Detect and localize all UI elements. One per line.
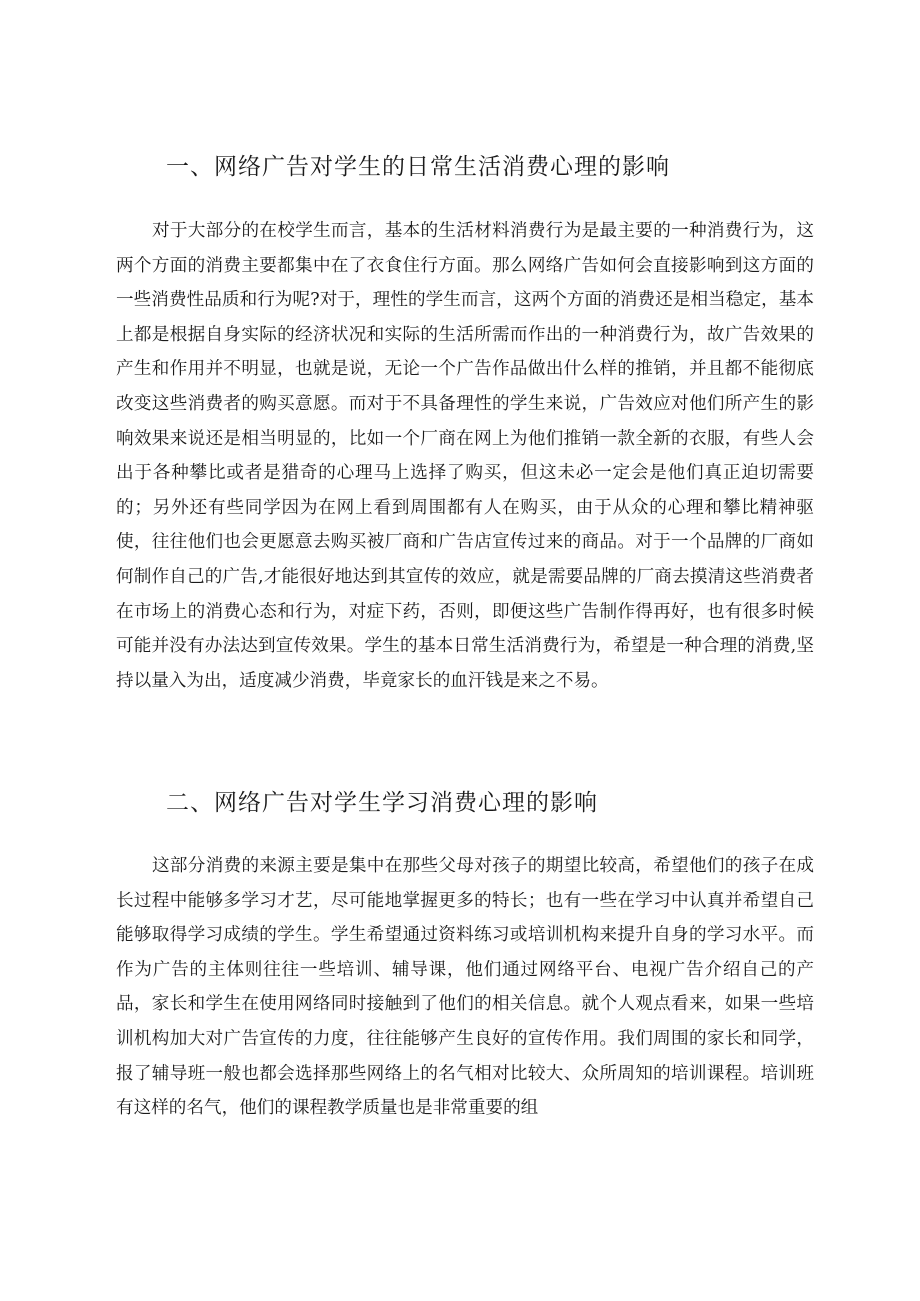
section-2-heading: 二、网络广告对学生学习消费心理的影响: [166, 790, 598, 816]
section-1-paragraph: 对于大部分的在校学生而言，基本的生活材料消费行为是最主要的一种消费行为，这两个方面的消费主要都集中在了衣食住行方面。那么网络广告如何会直接影响到这方面的一些消费性品质和行为呢?对于，理性的学生而言，这两个方面的消费还是相当稳定，基本上都是根据自身实际的经济状况和实际的生活所需而作出的一种消费行为，故广告效果的产生和作用并不明显，也就是说，无论一个广告作品做出什么样的推销，并且都不能彻底改变这些消费者的购买意愿。而对于不具备理性的学生来说，广告效应对他们所产生的影响效果来说还是相当明显的，比如一个厂商在网上为他们推销一款全新的衣服，有些人会出于各种攀比或者是猎奇的心理马上选择了购买，但这未必一定会是他们真正迫切需要的；另外还有些同学因为在网上看到周围都有人在购买，由于从众的心理和攀比精神驱使，往往他们也会更愿意去购买被厂商和广告店宣传过来的商品。对于一个品牌的厂商如何制作自己的广告,才能很好地达到其宣传的效应，就是需要品牌的厂商去摸清这些消费者在市场上的消费心态和行为，对症下药，否则，即便这些广告制作得再好，也有很多时候可能并没有办法达到宣传效果。学生的基本日常生活消费行为，希望是一种合理的消费,坚持以量入为出，适度减少消费，毕竟家长的血汗钱是来之不易。: [116, 221, 814, 691]
section-2-paragraph: 这部分消费的来源主要是集中在那些父母对孩子的期望比较高，希望他们的孩子在成长过程中能够多学习才艺，尽可能地掌握更多的特长；也有一些在学习中认真并希望自己能够取得学习成绩的学生。学生希望通过资料练习或培训机构来提升自身的学习水平。而作为广告的主体则往往一些培训、辅导课，他们通过网络平台、电视广告介绍自己的产品，家长和学生在使用网络同时接触到了他们的相关信息。就个人观点看来，如果一些培训机构加大对广告宣传的力度，往往能够产生良好的宣传作用。我们周围的家长和同学，报了辅导班一般也都会选择那些网络上的名气相对比较大、众所周知的培训课程。培训班有这样的名气，他们的课程教学质量也是非常重要的组: [116, 856, 814, 1119]
section-1-heading: 一、网络广告对学生的日常生活消费心理的影响: [166, 154, 670, 180]
